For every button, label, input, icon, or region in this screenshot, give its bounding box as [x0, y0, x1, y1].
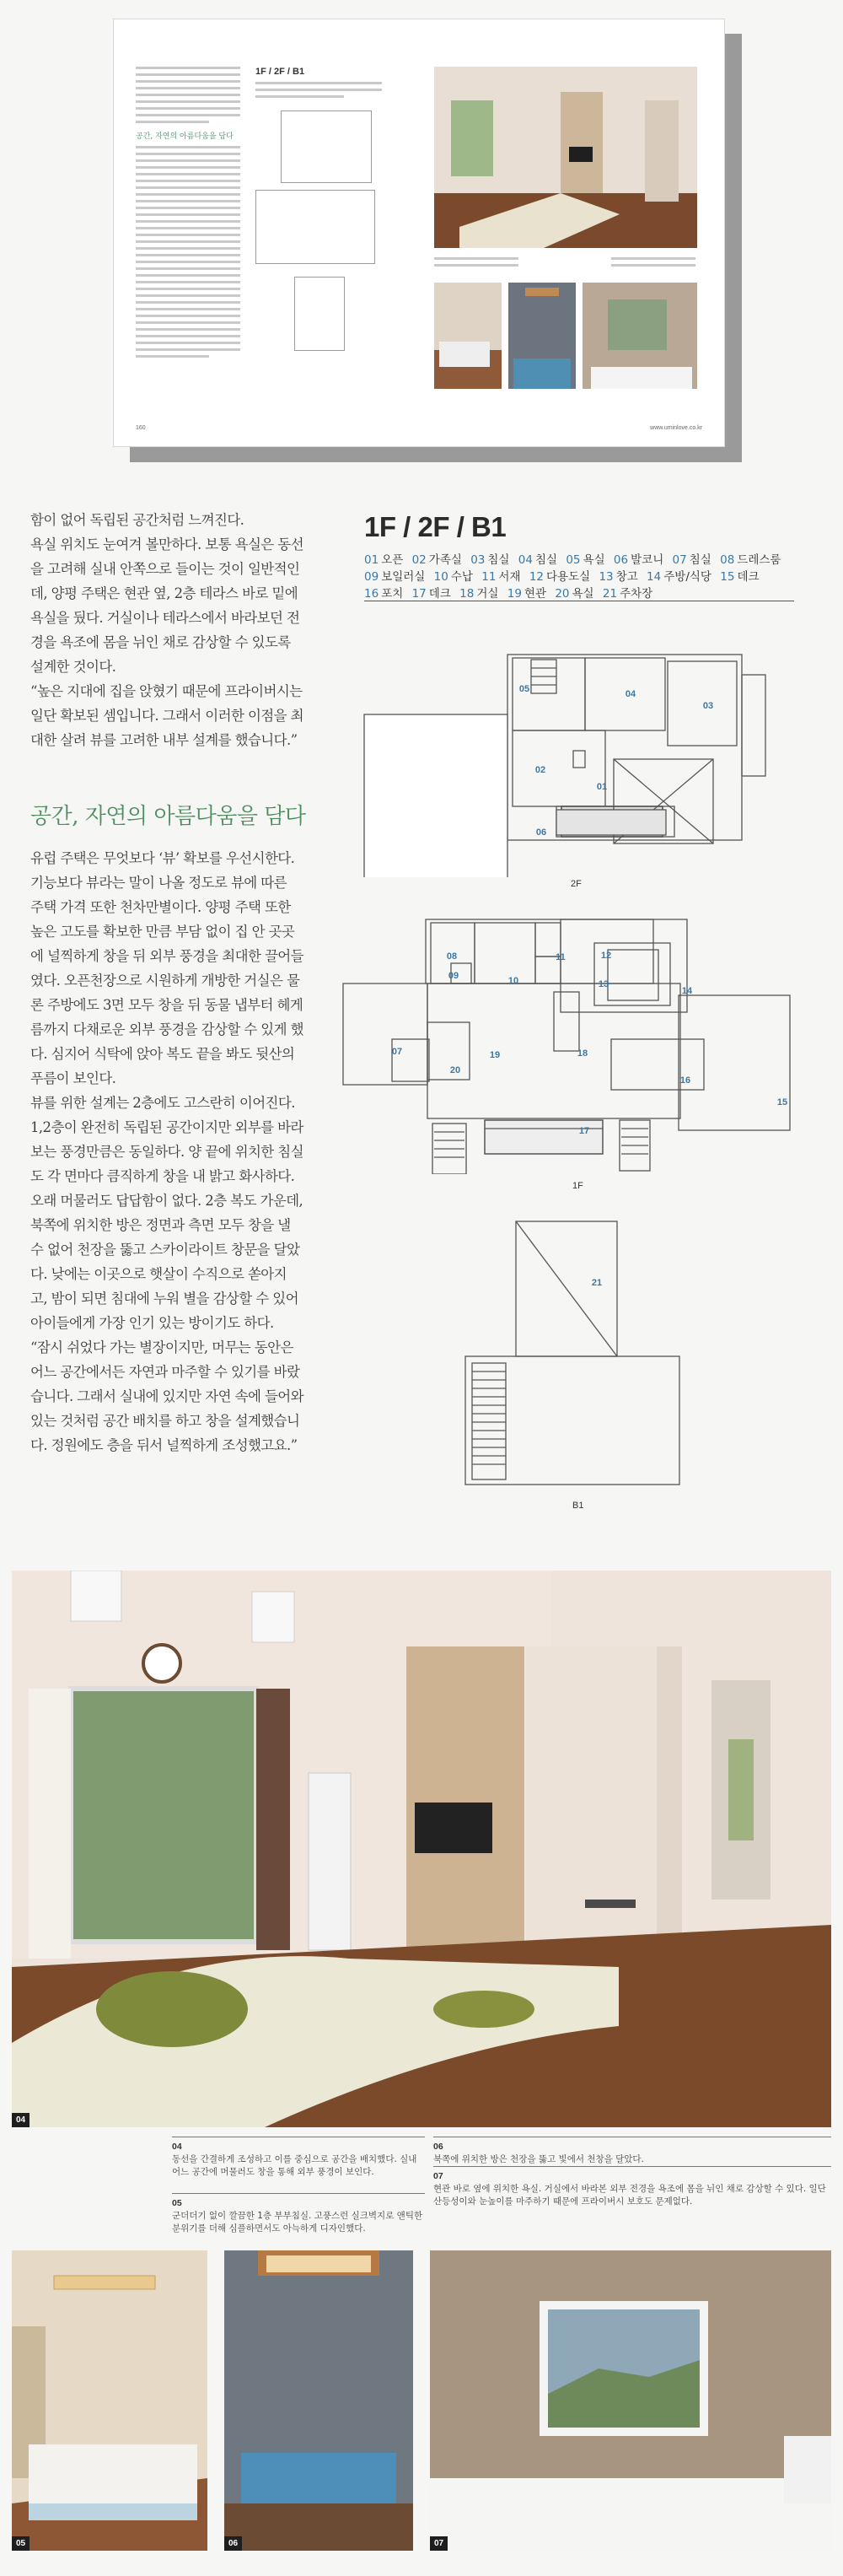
- legend-item: 16 포치: [364, 587, 404, 601]
- text-line: 아이들에게 가장 인기 있는 방이기도 하다.: [30, 1315, 274, 1331]
- room-label: 17: [578, 1126, 590, 1136]
- legend-item: 18 거실: [459, 587, 499, 601]
- room-label: 12: [600, 951, 612, 961]
- legend-item: 06 발코니: [613, 553, 664, 567]
- text-line: 욕실 위치도 눈여겨 볼만하다. 보통 욕실은 동선: [30, 536, 303, 552]
- floor-plan-b1: [455, 1215, 683, 1493]
- thumbnail-skylight-photo: [508, 283, 576, 389]
- plan-legend: [364, 552, 794, 602]
- photo-tag: 06: [224, 2536, 242, 2551]
- text-line: 에 널찍하게 창을 뒤 외부 풍경을 최대한 끌어들: [30, 948, 303, 964]
- text-line: 일단 확보된 셈입니다. 그래서 이러한 이점을 최: [30, 708, 303, 724]
- text-line: 1,2층이 완전히 독립된 공간이지만 외부를 바라: [30, 1119, 303, 1135]
- text-line: 고, 밤이 되면 침대에 누워 별을 감상할 수 있어: [30, 1291, 298, 1307]
- bathroom-photo: [430, 2250, 831, 2551]
- caption-06: [433, 2137, 831, 2166]
- caption-04: [172, 2137, 425, 2179]
- room-label: 04: [625, 689, 636, 699]
- photo-tag: 04: [12, 2113, 30, 2127]
- legend-item: 21 주차장: [602, 587, 653, 601]
- thumbnail-bedroom-photo: [434, 283, 502, 389]
- text-line: 어느 공간에서든 자연과 마주할 수 있기를 바랐: [30, 1364, 300, 1380]
- legend-item: 09 보일러실: [364, 570, 426, 584]
- text-line: 북쪽에 위치한 방은 정면과 측면 모두 창을 낼: [30, 1217, 291, 1233]
- legend-item: 02 가족실: [411, 553, 462, 567]
- text-line: 름까지 다채로운 외부 풍경을 감상할 수 있게 했: [30, 1021, 303, 1037]
- text-line: 욕실을 뒀다. 거실이나 테라스에서 바라보던 전: [30, 610, 300, 626]
- living-room-photo: [12, 1571, 831, 2127]
- legend-item: 10 수납: [433, 570, 473, 584]
- thumbnail-page-number: 160: [136, 425, 146, 431]
- text-line: 뷰를 위한 설계는 2층에도 고스란히 이어진다.: [30, 1095, 295, 1111]
- caption-number: 07: [433, 2171, 443, 2181]
- text-line: “높은 지대에 집을 앉혔기 때문에 프라이버시는: [30, 683, 303, 699]
- room-label: 06: [535, 827, 547, 838]
- legend-item: 08 드레스룸: [720, 553, 781, 567]
- thumbnail-plan-2f: [281, 110, 372, 183]
- text-line: 다. 낮에는 이곳으로 햇살이 수직으로 쏟아지: [30, 1266, 287, 1282]
- photo-tag: 05: [12, 2536, 30, 2551]
- section-subhead: 공간, 자연의 아름다움을 담다: [30, 804, 306, 829]
- room-label: 11: [556, 952, 566, 962]
- legend-item: 17 데크: [411, 587, 451, 601]
- legend-item: 19 현관: [507, 587, 547, 601]
- text-line: 수 없어 천장을 뚫고 스카이라이트 창문을 달았: [30, 1242, 300, 1258]
- legend-item: 20 욕실: [555, 587, 594, 601]
- room-label: 01: [596, 782, 608, 792]
- thumbnail-subhead: 공간, 자연의 아름다움을 담다: [136, 132, 234, 141]
- room-label: 03: [702, 701, 714, 711]
- text-line: 기능보다 뷰라는 말이 나올 정도로 뷰에 따른: [30, 875, 287, 891]
- room-label: 09: [448, 971, 459, 981]
- text-line: 다. 정원에도 층을 뒤서 널찍하게 조성했고요.”: [30, 1437, 298, 1453]
- photo-tag: 07: [430, 2536, 448, 2551]
- room-label: 14: [681, 986, 693, 996]
- floor-plan-2f: [362, 607, 792, 877]
- legend-item: 07 침실: [672, 553, 711, 567]
- caption-text: 북쪽에 위치한 방은 천장을 뚫고 빛에서 천창을 달았다.: [433, 2154, 644, 2164]
- thumbnail-bath-photo: [583, 283, 697, 389]
- caption-05: [172, 2193, 425, 2235]
- text-line: 대한 살려 뷰를 고려한 내부 설계를 했습니다.”: [30, 732, 298, 748]
- room-label: 21: [591, 1278, 603, 1288]
- legend-item: 05 욕실: [566, 553, 605, 567]
- legend-item: 15 데크: [720, 570, 760, 584]
- text-line: 보는 풍경만큼은 동일하다. 양 끝에 위치한 침실: [30, 1144, 303, 1160]
- legend-item: 11 서재: [481, 570, 521, 584]
- room-label: 08: [446, 951, 458, 962]
- thumbnail-spread: [113, 19, 725, 447]
- text-line: 경을 욕조에 몸을 뉘인 채로 감상할 수 있도록: [30, 634, 291, 650]
- room-label: 20: [449, 1065, 461, 1075]
- legend-item: 01 오픈: [364, 553, 404, 567]
- thumbnail-url: www.uminlove.co.kr: [650, 425, 702, 431]
- legend-item: 14 주방/식당: [647, 570, 711, 584]
- room-label: 19: [489, 1050, 501, 1060]
- floor-label-1f: 1F: [572, 1181, 583, 1191]
- thumbnail-plan-1f: [255, 190, 375, 264]
- text-line: 높은 고도를 확보한 만큼 부담 없이 집 안 곳곳: [30, 924, 295, 940]
- text-line: 주택 가격 또한 천차만별이다. 양평 주택 또한: [30, 899, 291, 915]
- caption-number: 06: [433, 2142, 443, 2152]
- legend-item: 12 다용도실: [529, 570, 591, 584]
- room-label: 16: [679, 1075, 691, 1086]
- thumbnail-title: 1F / 2F / B1: [255, 67, 305, 77]
- text-line: 을 고려해 실내 안쪽으로 들이는 것이 일반적인: [30, 561, 300, 577]
- text-line: 설계한 것이다.: [30, 659, 116, 675]
- text-line: 습니다. 그래서 실내에 있지만 자연 속에 들어와: [30, 1388, 303, 1404]
- legend-item: 04 침실: [518, 553, 558, 567]
- text-line: 함이 없어 독립된 공간처럼 느껴진다.: [30, 512, 244, 528]
- text-line: 다. 심지어 식탁에 앉아 복도 끝을 봐도 뒷산의: [30, 1046, 295, 1062]
- floor-label-b1: B1: [572, 1501, 584, 1511]
- thumbnail-living-photo: [434, 67, 697, 248]
- legend-item: 03 침실: [470, 553, 510, 567]
- body-paragraph: [30, 846, 303, 1458]
- thumbnail-plan-b1: [294, 277, 345, 351]
- text-line: 도 각 면마다 큼직하게 창을 내 밝고 화사하다.: [30, 1168, 295, 1184]
- text-line: 론 주방에도 3면 모두 창을 뒤 동물 냅부터 헤게: [30, 997, 303, 1013]
- room-label: 13: [598, 979, 609, 989]
- room-label: 02: [534, 765, 546, 775]
- room-label: 18: [577, 1048, 588, 1059]
- bedroom-photo: [12, 2250, 207, 2551]
- floor-plan-1f: [341, 913, 797, 1174]
- room-label: 15: [776, 1097, 788, 1107]
- room-label: 10: [507, 976, 519, 986]
- text-line: 였다. 오픈천장으로 시원하게 개방한 거실은 물: [30, 973, 300, 989]
- caption-text: 군더더기 없이 깔끔한 1층 부부침실. 고풍스런 실크벽지로 앤틱한 분위기를 더해 심플하면서도 아늑하게 디자인했다.: [172, 2211, 423, 2234]
- thumbnail-legend: [255, 82, 382, 102]
- caption-text: 현관 바로 옆에 위치한 욕실. 거실에서 바라본 외부 전경을 욕조에 몸을 뉘인 채로 감상할 수 있다. 일단 산등성이와 눈높이를 마주하기 때문에 프라이버시 보호도 문제없다.: [433, 2184, 826, 2207]
- thumbnail-text-column: [136, 67, 240, 362]
- intro-paragraph: [30, 508, 303, 752]
- caption-07: [433, 2166, 831, 2208]
- room-label: 07: [391, 1047, 403, 1057]
- floor-label-2f: 2F: [571, 879, 582, 889]
- plan-title: 1F / 2F / B1: [364, 511, 507, 542]
- text-line: 오래 머물러도 답답함이 없다. 2층 복도 가운데,: [30, 1193, 303, 1209]
- text-line: 데, 양평 주택은 현관 옆, 2층 테라스 바로 밑에: [30, 585, 298, 601]
- legend-item: 13 창고: [599, 570, 638, 584]
- text-line: 있는 것처럼 공간 배치를 하고 창을 설계했습니: [30, 1413, 300, 1429]
- skylight-room-photo: [224, 2250, 413, 2551]
- text-line: “잠시 쉬었다 가는 별장이지만, 머무는 동안은: [30, 1339, 293, 1355]
- caption-text: 동선을 간결하게 조성하고 이를 중심으로 공간을 배치했다. 실내 어느 공간에 머물러도 창을 통해 외부 풍경이 보인다.: [172, 2154, 417, 2177]
- room-label: 05: [518, 684, 530, 694]
- text-line: 유럽 주택은 무엇보다 ‘뷰’ 확보를 우선시한다.: [30, 850, 295, 866]
- caption-number: 04: [172, 2142, 182, 2152]
- caption-number: 05: [172, 2198, 182, 2208]
- text-line: 푸름이 보인다.: [30, 1070, 116, 1086]
